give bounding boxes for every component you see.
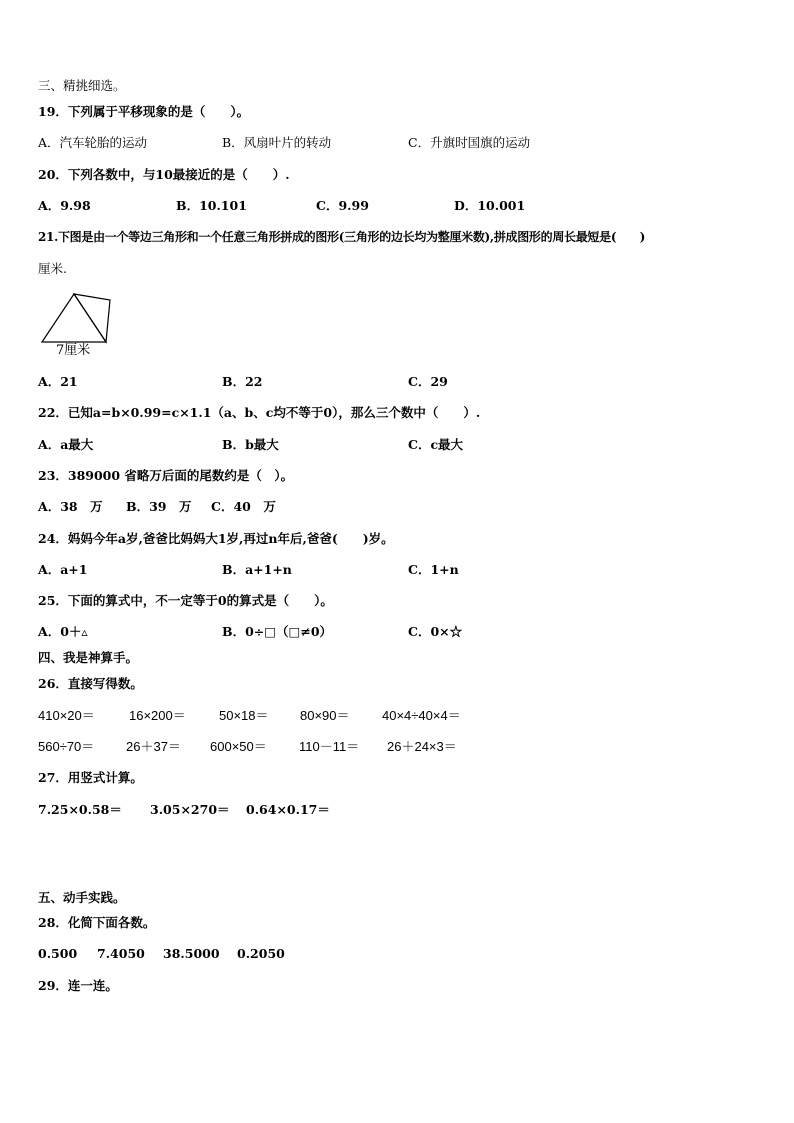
q20-option-b: B．10.101 (176, 198, 247, 213)
q21-option-c: C．29 (408, 374, 448, 389)
question-29: 29．连一连。 (38, 978, 118, 993)
q25-option-c: C．0×☆ (408, 624, 463, 639)
q24-option-c: C．1+n (408, 562, 459, 577)
q27-item: 7.25×0.58＝ (38, 802, 122, 817)
question-24: 24．妈妈今年a岁,爸爸比妈妈大1岁,再过n年后,爸爸( )岁。 (38, 531, 394, 546)
question-21-continued: 厘米. (38, 261, 67, 276)
q21-option-a: A．21 (38, 374, 78, 389)
q28-item: 7.4050 (97, 946, 145, 961)
question-27: 27．用竖式计算。 (38, 770, 143, 785)
question-20: 20．下列各数中，与10最接近的是（ ）. (38, 167, 290, 182)
q22-option-b: B．b最大 (222, 437, 279, 452)
q25-option-b: B．0÷□（□≠0） (222, 624, 333, 639)
q26-item: 410×20＝ (38, 708, 95, 723)
question-25: 25．下面的算式中，不一定等于0的算式是（ ）。 (38, 593, 333, 608)
q26-item: 110－11＝ (299, 739, 360, 754)
section-5-heading: 五、动手实践。 (38, 890, 126, 905)
q21-option-b: B．22 (222, 374, 263, 389)
q24-option-b: B．a+1+n (222, 562, 292, 577)
q26-item: 80×90＝ (300, 708, 350, 723)
question-28: 28．化简下面各数。 (38, 915, 156, 930)
q23-option-c: C．40 万 (211, 499, 276, 514)
q22-option-c: C．c最大 (408, 437, 464, 452)
q20-option-d: D．10.001 (454, 198, 526, 213)
q26-item: 40×4÷40×4＝ (382, 708, 461, 723)
q23-option-a: A．38 万 (38, 499, 103, 514)
q26-item: 26＋37＝ (126, 739, 181, 754)
q28-item: 0.500 (38, 946, 78, 961)
q28-item: 38.5000 (163, 946, 220, 961)
section-3-heading: 三、精挑细选。 (38, 78, 126, 93)
question-26: 26．直接写得数。 (38, 676, 143, 691)
q19-option-c: C．升旗时国旗的运动 (408, 135, 531, 150)
q20-option-c: C．9.99 (316, 198, 369, 213)
q20-option-a: A．9.98 (38, 198, 91, 213)
q19-option-a: A．汽车轮胎的运动 (38, 135, 148, 150)
q26-item: 600×50＝ (210, 739, 267, 754)
q23-option-b: B．39 万 (126, 499, 192, 514)
q22-option-a: A．a最大 (38, 437, 94, 452)
q28-item: 0.2050 (237, 946, 285, 961)
q26-item: 560÷70＝ (38, 739, 95, 754)
question-22: 22．已知a=b×0.99=c×1.1（a、b、c均不等于0），那么三个数中（ ）. (38, 405, 481, 420)
section-4-heading: 四、我是神算手。 (38, 650, 139, 665)
q26-item: 16×200＝ (129, 708, 186, 723)
q26-item: 26＋24×3＝ (387, 739, 457, 754)
question-23: 23．389000 省略万后面的尾数约是（ ）。 (38, 468, 294, 483)
q26-item: 50×18＝ (219, 708, 269, 723)
question-21: 21.下图是由一个等边三角形和一个任意三角形拼成的图形(三角形的边长均为整厘米数),拼成图形的周长最短是( ) (38, 230, 645, 244)
q27-item: 3.05×270＝ (150, 802, 230, 817)
q27-item: 0.64×0.17＝ (246, 802, 330, 817)
figure-side-label: 7厘米 (56, 343, 91, 358)
q19-option-b: B．风扇叶片的转动 (222, 135, 332, 150)
question-19: 19．下列属于平移现象的是（ ）。 (38, 104, 250, 119)
q25-option-a: A．0＋▵ (38, 624, 88, 639)
q24-option-a: A．a+1 (38, 562, 88, 577)
